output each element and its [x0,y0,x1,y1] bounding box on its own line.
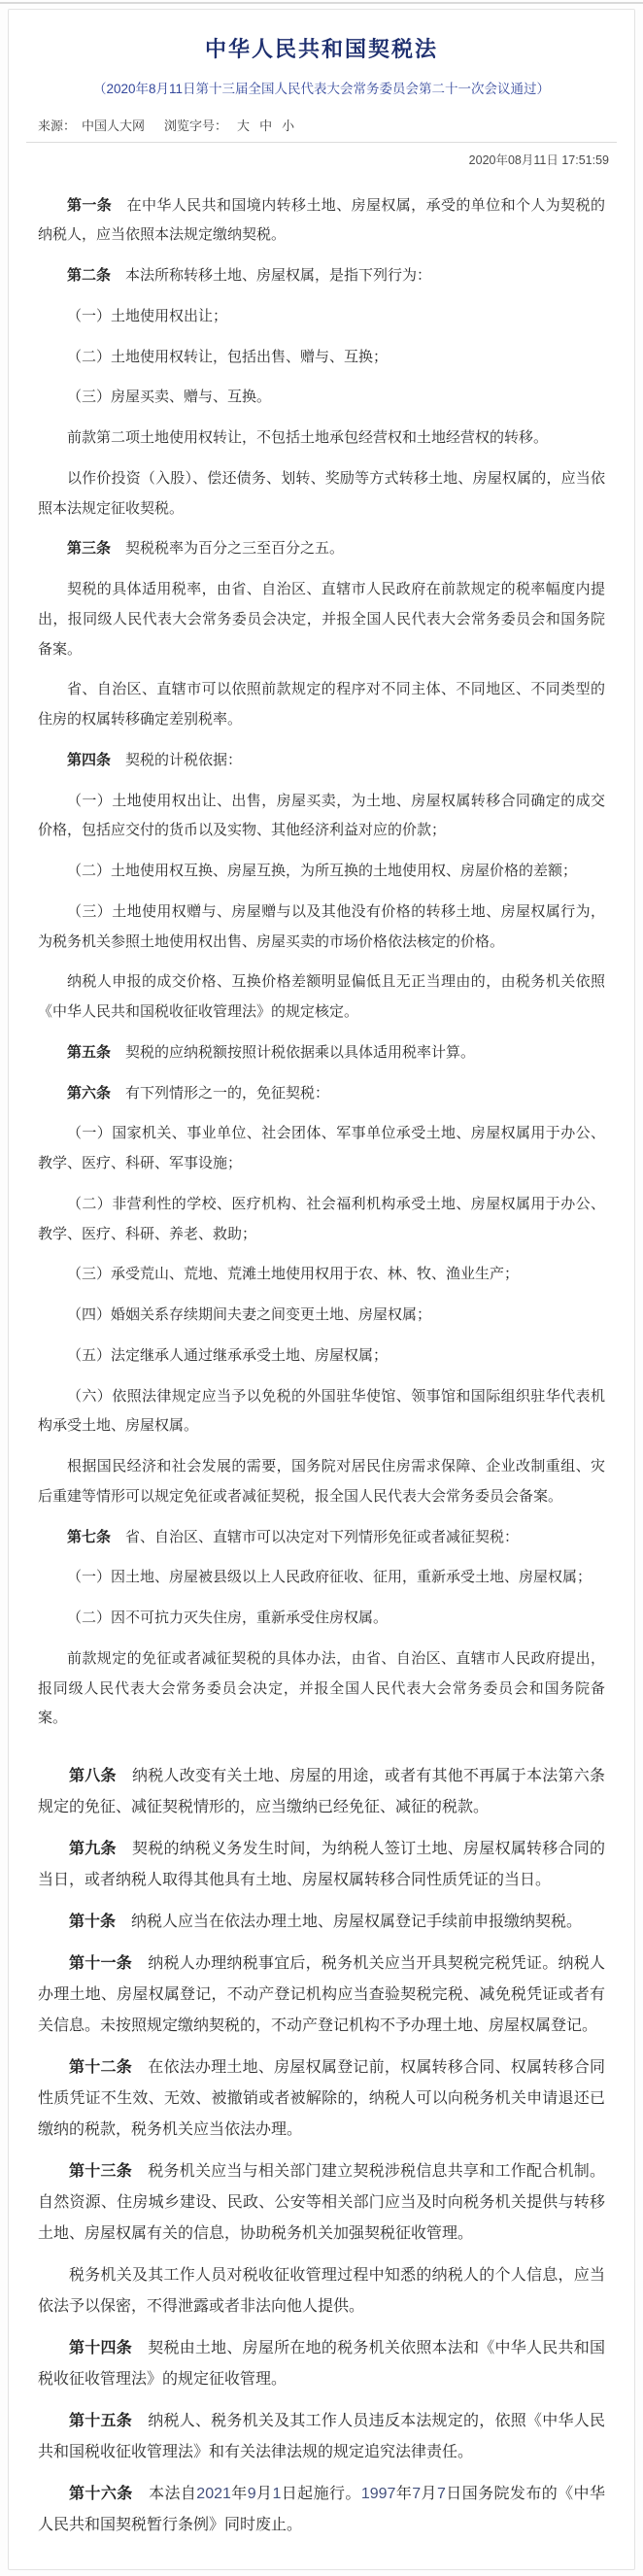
article-number: 第十三条 [69,2163,132,2181]
law-paragraph: 第一条 在中华人民共和国境内转移土地、房屋权属，承受的单位和个人为契税的纳税人，应当依照本法规定缴纳契税。 [38,196,605,244]
law-paragraph: （一）土地使用权出让； [67,307,228,324]
date-number: 2021 [196,2486,231,2503]
law-paragraph: （四）婚姻关系存续期间夫妻之间变更土地、房屋权属； [67,1306,432,1324]
law-paragraph: 根据国民经济和社会发展的需要，国务院对居民住房需求保障、企业改制重组、灾后重建等情形可以规定免征或者减征契税，报全国人民代表大会常务委员会备案。 [38,1458,605,1505]
law-paragraph: （二）因不可抗力灭失住房，重新承受住房权属。 [67,1610,389,1627]
law-paragraph: 第十五条 纳税人、税务机关及其工作人员违反本法规定的，依照《中华人民共和国税收征收管理法》和有关法律法规的规定追究法律责任。 [38,2413,605,2461]
law-paragraph: 第十条 纳税人应当在依法办理土地、房屋权属登记手续前申报缴纳契税。 [69,1914,583,1931]
law-paragraph: 以作价投资（入股）、偿还债务、划转、奖励等方式转移土地、房屋权属的，应当依照本法规定征收契税。 [38,469,605,517]
law-paragraph: （二）非营利性的学校、医疗机构、社会福利机构承受土地、房屋权属用于办公、教学、医疗、科研、养老、救助； [38,1195,605,1242]
date-number: 1997 [360,2486,396,2503]
article-number: 第十五条 [69,2413,132,2430]
document-card [8,9,635,2570]
article-number: 第五条 [67,1043,112,1061]
article-number: 第三条 [67,540,112,558]
fontsize-option-large[interactable]: 大 [237,118,251,133]
publish-timestamp: 2020年08月11日 17:51:59 [468,153,609,167]
law-paragraph: （一）土地使用权出让、出售，房屋买卖，为土地、房屋权属转移合同确定的成交价格，包括应交付的货币以及实物、其他经济利益对应的价款； [38,792,605,839]
law-paragraph: 第五条 契税的应纳税额按照计税依据乘以具体适用税率计算。 [67,1043,476,1061]
law-paragraph: 第三条 契税税率为百分之三至百分之五。 [67,540,345,558]
article-number: 第七条 [67,1528,112,1545]
source-value: 中国人大网 [82,118,146,133]
law-paragraph: （三）土地使用权赠与、房屋赠与以及其他没有价格的转移土地、房屋权属行为，为税务机关参照土地使用权出售、房屋买卖的市场价格依法核定的价格。 [38,902,605,950]
article-number: 第十二条 [69,2059,132,2077]
date-number: 7 [412,2486,422,2503]
article-number: 第六条 [67,1084,112,1102]
date-number: 9 [247,2486,256,2503]
law-paragraph: （三）承受荒山、荒地、荒滩土地使用权用于农、林、牧、渔业生产； [67,1266,520,1283]
article-number: 第八条 [69,1768,117,1785]
date-number: 1 [272,2486,282,2503]
article-number: 第十六条 [69,2486,133,2503]
law-paragraph: 第二条 本法所称转移土地、房屋权属，是指下列行为： [67,267,432,285]
law-paragraph: 纳税人申报的成交价格、互换价格差额明显偏低且无正当理由的，由税务机关依照《中华人民共和国税收征收管理法》的规定核定。 [38,973,605,1021]
law-paragraph: 第九条 契税的纳税义务发生时间，为纳税人签订土地、房屋权属转移合同的当日，或者纳税人取得其他具有土地、房屋权属转移合同性质凭证的当日。 [38,1841,605,1889]
article-number: 第四条 [67,751,112,768]
law-paragraph: （三）房屋买卖、赠与、互换。 [67,389,272,406]
fontsize-option-small[interactable]: 小 [282,118,295,133]
source-row [38,116,605,134]
article-number: 第十条 [69,1914,117,1931]
law-paragraph: 第七条 省、自治区、直辖市可以决定对下列情形免征或者减征契税： [67,1528,520,1545]
law-paragraph: 第十四条 契税由土地、房屋所在地的税务机关依照本法和《中华人民共和国税收征收管理法》的规定征收管理。 [38,2340,605,2389]
law-paragraph: （二）土地使用权转让，包括出售、赠与、互换； [67,348,389,365]
article-body [38,191,605,2542]
fontsize-option-medium[interactable]: 中 [259,118,273,133]
document-subtitle: （2020年8月11日第十三届全国人民代表大会常务委员会第二十一次会议通过） [92,82,551,96]
law-paragraph: 第十二条 在依法办理土地、房屋权属登记前，权属转移合同、权属转移合同性质凭证不生效、无效、被撤销或者被解除的，纳税人可以向税务机关申请退还已缴纳的税款，税务机关应当依法办理。 [38,2059,605,2139]
law-paragraph: 第十三条 税务机关应当与相关部门建立契税涉税信息共享和工作配合机制。自然资源、住房城乡建设、民政、公安等相关部门应当及时向税务机关提供与转移土地、房屋权属有关的信息，协助税务机关加强契税征收管理。 [38,2163,605,2243]
law-paragraph: 契税的具体适用税率，由省、自治区、直辖市人民政府在前款规定的税率幅度内提出，报同级人民代表大会常务委员会决定，并报全国人民代表大会常务委员会和国务院备案。 [38,581,605,658]
article-number: 第一条 [67,196,113,214]
law-paragraph: 税务机关及其工作人员对税收征收管理过程中知悉的纳税人的个人信息，应当依法予以保密，不得泄露或者非法向他人提供。 [38,2267,605,2316]
header-divider [26,142,617,143]
page-title: 中华人民共和国契税法 [204,37,438,61]
law-paragraph: 第十六条 本法自2021年9月1日起施行。1997年7月7日国务院发布的《中华人民共和国契税暂行条例》同时废止。 [38,2486,605,2534]
law-paragraph: （一）因土地、房屋被县级以上人民政府征收、征用，重新承受土地、房屋权属； [67,1569,592,1586]
law-paragraph: （六）依照法律规定应当予以免税的外国驻华使馆、领事馆和国际组织驻华代表机构承受土地、房屋权属。 [38,1387,605,1435]
law-paragraph: 前款第二项土地使用权转让，不包括土地承包经营权和土地经营权的转移。 [67,429,549,447]
law-paragraph: （二）土地使用权互换、房屋互换，为所互换的土地使用权、房屋价格的差额； [67,863,578,880]
law-paragraph: （五）法定继承人通过继承承受土地、房屋权属； [67,1346,389,1364]
fontsize-label: 浏览字号： [164,118,228,133]
article-number: 第九条 [69,1841,117,1858]
date-number: 7 [436,2486,446,2503]
law-paragraph: 第四条 契税的计税依据： [67,751,243,768]
article-number: 第十四条 [69,2340,132,2357]
article-number: 第十一条 [69,1955,132,1973]
law-paragraph: 第八条 纳税人改变有关土地、房屋的用途，或者有其他不再属于本法第六条规定的免征、减征契税情形的，应当缴纳已经免征、减征的税款。 [38,1768,605,1816]
law-paragraph: 第十一条 纳税人办理纳税事宜后，税务机关应当开具契税完税凭证。纳税人办理土地、房屋权属登记，不动产登记机构应当查验契税完税、减免税凭证或者有关信息。未按照规定缴纳契税的，不动产登记机构不予办理土地、房屋权属登记。 [38,1955,605,2035]
article-number: 第二条 [67,267,112,285]
source-label: 来源： [38,118,77,133]
law-paragraph: 省、自治区、直辖市可以依照前款规定的程序对不同主体、不同地区、不同类型的住房的权属转移确定差别税率。 [38,681,605,729]
law-paragraph: 第六条 有下列情形之一的，免征契税： [67,1084,330,1102]
top-divider [0,2,643,4]
law-paragraph: 前款规定的免征或者减征契税的具体办法，由省、自治区、直辖市人民政府提出，报同级人民代表大会常务委员会决定，并报全国人民代表大会常务委员会和国务院备案。 [38,1649,605,1727]
law-paragraph: （一）国家机关、事业单位、社会团体、军事单位承受土地、房屋权属用于办公、教学、医疗、科研、军事设施； [38,1125,605,1172]
